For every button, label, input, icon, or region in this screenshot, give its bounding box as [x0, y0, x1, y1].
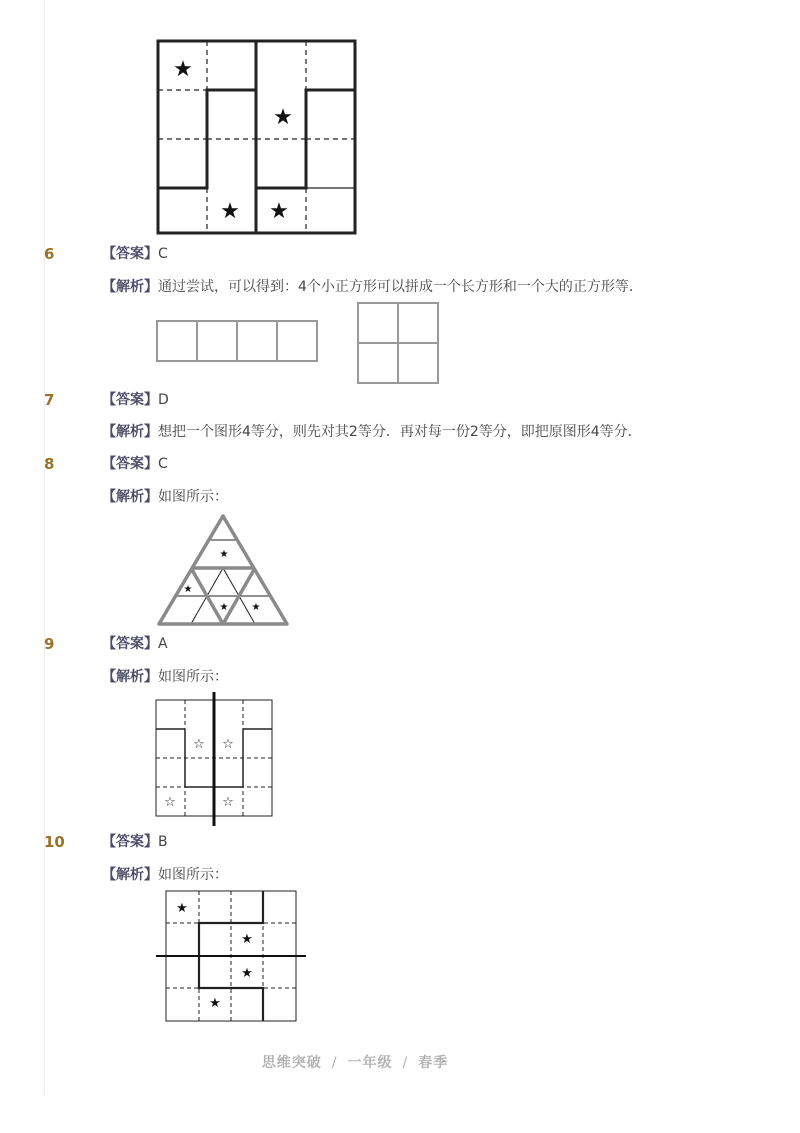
analysis-text: 如图所示：: [158, 489, 228, 505]
question-number-6: 6: [44, 245, 55, 263]
analysis-row-8: [102, 487, 228, 507]
answer-value: A: [158, 636, 168, 652]
analysis-row-6: [102, 277, 643, 297]
footer-separator: /: [402, 1055, 409, 1071]
analysis-label: 【解析】: [102, 424, 158, 440]
analysis-label: 【解析】: [102, 279, 158, 295]
analysis-row-7: [102, 422, 642, 442]
star-icon: ★: [209, 996, 221, 1011]
answer-row-10: [102, 832, 168, 852]
analysis-label: 【解析】: [102, 489, 158, 505]
analysis-text: 通过尝试，可以得到：4个小正方形可以拼成一个长方形和一个大的正方形等．: [158, 279, 643, 295]
answer-label: 【答案】: [102, 834, 158, 850]
star-outline-icon: ☆: [193, 737, 205, 752]
analysis-text: 想把一个图形4等分，则先对其2等分．再对每一份2等分，即把原图形4等分．: [158, 424, 642, 440]
figure-grid-horizontal-cut: [152, 886, 310, 1026]
answer-label: 【答案】: [102, 246, 158, 262]
page-left-rule: [44, 0, 45, 1095]
star-icon: ★: [173, 57, 193, 82]
star-icon: ★: [219, 602, 229, 613]
answer-value: D: [158, 392, 169, 408]
answer-row-7: [102, 390, 169, 410]
star-icon: ★: [183, 584, 193, 595]
star-icon: ★: [220, 199, 240, 224]
analysis-row-10: [102, 865, 228, 885]
question-number-7: 7: [44, 391, 55, 409]
answer-row-9: [102, 634, 168, 654]
star-icon: ★: [176, 901, 188, 916]
star-icon: ★: [241, 966, 253, 981]
star-outline-icon: ☆: [222, 795, 234, 810]
figure-rectangle-of-four-squares: [155, 319, 320, 363]
footer-term: 春季: [418, 1055, 449, 1071]
answer-label: 【答案】: [102, 392, 158, 408]
star-icon: ★: [269, 199, 289, 224]
answer-value: C: [158, 246, 168, 262]
answer-value: C: [158, 456, 168, 472]
question-number-10: 10: [44, 833, 65, 851]
question-number-9: 9: [44, 635, 55, 653]
figure-triangle-divided: [155, 512, 291, 630]
figure-top-grid: [150, 34, 362, 238]
star-icon: ★: [273, 105, 293, 130]
answer-label: 【答案】: [102, 456, 158, 472]
answer-row-8: [102, 454, 168, 474]
star-icon: ★: [219, 549, 229, 560]
figure-big-square-of-four-squares: [356, 301, 440, 385]
figure-grid-two-cuts: [150, 690, 278, 830]
answer-row-6: [102, 244, 168, 264]
star-icon: ★: [251, 602, 261, 613]
star-outline-icon: ☆: [222, 737, 234, 752]
analysis-text: 如图所示：: [158, 669, 228, 685]
footer-series: 思维突破: [261, 1055, 322, 1071]
star-icon: ★: [241, 932, 253, 947]
analysis-row-9: [102, 667, 228, 687]
star-outline-icon: ☆: [164, 795, 176, 810]
question-number-8: 8: [44, 455, 55, 473]
analysis-text: 如图所示：: [158, 867, 228, 883]
analysis-label: 【解析】: [102, 867, 158, 883]
analysis-label: 【解析】: [102, 669, 158, 685]
answer-label: 【答案】: [102, 636, 158, 652]
answer-value: B: [158, 834, 168, 850]
footer-grade: 一年级: [347, 1055, 393, 1071]
page-footer: [0, 1052, 710, 1072]
footer-separator: /: [331, 1055, 338, 1071]
